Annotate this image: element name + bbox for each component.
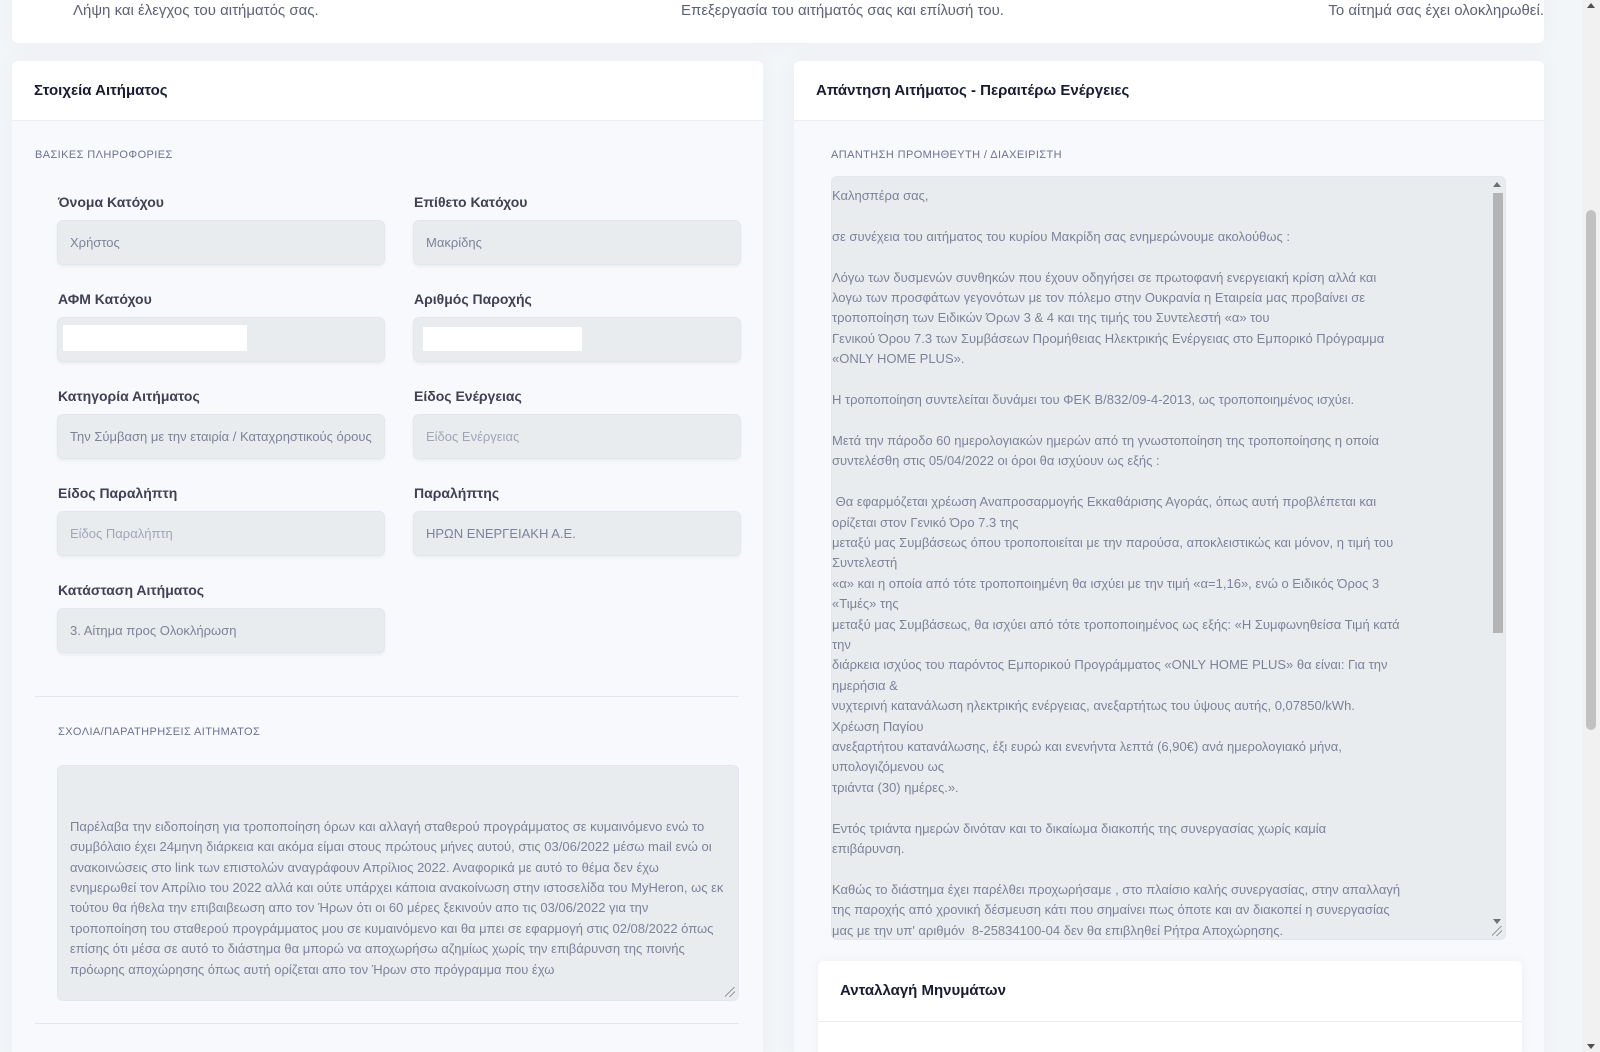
response-title: Απάντηση Αιτήματος - Περαιτέρω Ενέργειες — [794, 61, 1544, 121]
bottom-divider — [35, 1023, 739, 1024]
section-divider — [35, 696, 739, 697]
page-scrollbar[interactable] — [1582, 0, 1600, 1052]
energy-type-label: Είδος Ενέργειας — [414, 388, 522, 404]
comments-text: Παρέλαβα την ειδοποίηση για τροποποίηση όρων και αλλαγή σταθερού προγράμματος σε κυμαινόμενο ενώ το συμβόλαιο έχει 24μηνη διάρκεια και ακόμα είμαι στους πρώτους μήνες αυτού, στις 03/06/2022 μέσω mail ενώ οι ανακοινώσεις στο link των επιστολών αναγράφουν Απρίλιος 2022. Αναφορικά με αυτό το θέμα δεν έχω ενημερωθεί τον Απρίλιο του 2022 αλλά και ούτε υπάρχει κάποια ανακοίνωση στην ιστοσελίδα του MyHeron, ως εκ τούτου θα ήθελα την επιβαιβεωση απο τον Ήρων ότι οι 60 μέρες ξεκινούν απο τις 03/06/2022 για την τροποποίηση του σταθερού προγράμματος μου σε κυμαινόμενο και θα μπει σε εφαρμογή στις 02/08/2022 όπως επίσης ότι μέσα σε αυτό το διάστημα θα μπορώ να αποχωρήσω αζημίως χωρίς την επιβάρυνση της ποινής πρόωρης αποχώρησης όπως αυτή ορίζεται απο τον Ήρων στο πρόγραμμα που έχω — [70, 818, 728, 977]
response-scrollbar[interactable] — [1490, 179, 1504, 925]
step-processing-description: Επεξεργασία του αιτήματός σας και επίλυσή του. — [681, 2, 1004, 19]
recipient-field[interactable]: ΗΡΩΝ ΕΝΕΡΓΕΙΑΚΗ Α.Ε. — [413, 511, 741, 556]
recipient-type-label: Είδος Παραλήπτη — [58, 485, 178, 501]
response-scroll-thumb[interactable] — [1493, 193, 1503, 633]
scroll-up-arrow-icon[interactable] — [1493, 182, 1501, 187]
step-received-description: Λήψη και έλεγχος του αιτήματός σας. — [73, 2, 319, 19]
scroll-down-arrow-icon[interactable] — [1493, 919, 1501, 924]
energy-type-field[interactable]: Είδος Ενέργειας — [413, 414, 741, 459]
request-details-title: Στοιχεία Αιτήματος — [12, 61, 763, 121]
page-scroll-up-icon[interactable] — [1587, 3, 1595, 8]
owner-first-name-label: Όνομα Κατόχου — [58, 194, 164, 210]
owner-first-name-field[interactable]: Χρήστος — [57, 220, 385, 265]
messages-title: Ανταλλαγή Μηνυμάτων — [840, 982, 1006, 999]
response-card — [794, 61, 1544, 1052]
resize-grip-icon[interactable] — [1492, 926, 1502, 936]
step-completed-description: Το αίτημά σας έχει ολοκληρωθεί. — [1328, 2, 1544, 19]
progress-steps-card — [12, 0, 1544, 43]
response-body — [794, 121, 1544, 1052]
supplier-response-section-label: ΑΠΑΝΤΗΣΗ ΠΡΟΜΗΘΕΥΤΗ / ΔΙΑΧΕΙΡΙΣΤΗ — [831, 149, 1062, 161]
request-details-card — [12, 61, 763, 1052]
owner-tax-id-label: ΑΦΜ Κατόχου — [58, 291, 152, 307]
supplier-response-textarea[interactable] — [831, 176, 1506, 940]
owner-last-name-label: Επίθετο Κατόχου — [414, 194, 528, 210]
request-status-label: Κατάσταση Αιτήματος — [58, 582, 205, 598]
request-details-body — [12, 121, 763, 1052]
comments-section-label: ΣΧΟΛΙΑ/ΠΑΡΑΤΗΡΗΣΕΙΣ ΑΙΤΗΜΑΤΟΣ — [58, 726, 261, 738]
owner-last-name-field[interactable]: Μακρίδης — [413, 220, 741, 265]
redacted-supply-number — [423, 327, 582, 351]
redacted-tax-id — [63, 325, 247, 351]
page-scroll-thumb[interactable] — [1586, 210, 1596, 730]
supplier-response-text: Καλησπέρα σας, σε συνέχεια του αιτήματος του κυρίου Μακρίδη σας ενημερώνουμε ακολούθως : Λόγω των δυσμενών συνθηκών που έχουν οδηγήσει σε πρωτοφανή ενεργειακή κρίση αλλά και λογω των προσφάτων γεγονότων με τον πόλεμο στην Ουκρανία η Εταιρεία μας προβαίνει σε τροποποίηση των Ειδικών Όρων 3 & 4 και της τιμής του Συντελεστή «α» του Γενικού Όρου 7.3 των Συμβάσεων Προμήθειας Ηλεκτρικής Ενέργειας στο Εμπορικό Πρόγραμμα «ONLY HOME PLUS». Η τροποποίηση συντελείται δυνάμει του ΦΕΚ Β/832/09-4-2013, ως τροποποιημένος ισχύει. Μετά την πάροδο 60 ημερολογιακών ημερών από τη γνωστοποίηση της τροποποίησης η οποία συντελέσθη στις 05/04/2022 οι όροι θα ισχύουν ως εξής : Θα εφαρμόζεται χρέωση Αναπροσαρμογής Εκκαθάρισης Αγοράς, όπως αυτή προβλέπεται και ορίζεται στον Γενικό Όρο 7.3 της μεταξύ μας Συμβάσεως όπου τροποποιείται με την παρούσα, αποκλειστικώς και μόνον, η τιμή του Συντελεστή «α» και η οποία από τότε τροποποιημένη θα ισχύει με την τιμή «α=1,16», ενώ ο Ειδικός Όρος 3 «Τιμές» της μεταξύ μας Συμβάσεως, θα ισχύει από τότε τροποποιημένος ως εξής: «Η Συμφωνηθείσα Τιμή κατά την διάρκεια ισχύος του παρόντος Εμπορικού Προγράμματος «ONLY HOME PLUS» θα είναι: Για την ημερήσια & νυχτερινή κατανάλωση ηλεκτρικής ενέργειας, ανεξαρτήτως του ύψους αυτής, 0,07850/kWh. Χρέωση Παγίου ανεξαρτήτου κατανάλωσης, έξι ευρώ και ενενήντα λεπτά (6,90€) ανά ημερολογιακό μήνα, υπολογιζόμενου ως τριάντα (30) ημέρες.». Εντός τριάντα ημερών δινόταν και το δικαίωμα διακοπής της συνεργασίας χωρίς καμία επιβάρυνση. Καθώς το διάστημα έχει παρέλθει προχωρήσαμε , στο πλαίσιο καλής συνεργασίας, στην απαλλαγή της παροχής από χρονική δέσμευση κάτι που σημαίνει πως όποτε και αν διακοπεί η συνεργασίας μας με την υπ' αριθμόν 8-25834100-04 δεν θα επιβληθεί Ρήτρα Αποχώρησης. — [832, 188, 1401, 938]
comments-textarea[interactable] — [57, 765, 739, 1001]
resize-grip-icon[interactable] — [725, 987, 735, 997]
request-category-label: Κατηγορία Αιτήματος — [58, 388, 200, 404]
messages-header-divider — [818, 1021, 1522, 1022]
request-category-field[interactable]: Την Σύμβαση με την εταιρία / Καταχρηστικούς όρους — [57, 414, 385, 459]
messages-card — [818, 961, 1522, 1052]
recipient-label: Παραλήπτης — [414, 485, 500, 501]
recipient-type-field[interactable]: Είδος Παραλήπτη — [57, 511, 385, 556]
basic-info-section-label: ΒΑΣΙΚΕΣ ΠΛΗΡΟΦΟΡΙΕΣ — [35, 149, 173, 161]
request-status-field[interactable]: 3. Αίτημα προς Ολοκλήρωση — [57, 608, 385, 653]
supply-number-label: Αριθμός Παροχής — [414, 291, 532, 307]
page-scroll-down-icon[interactable] — [1587, 1044, 1595, 1049]
